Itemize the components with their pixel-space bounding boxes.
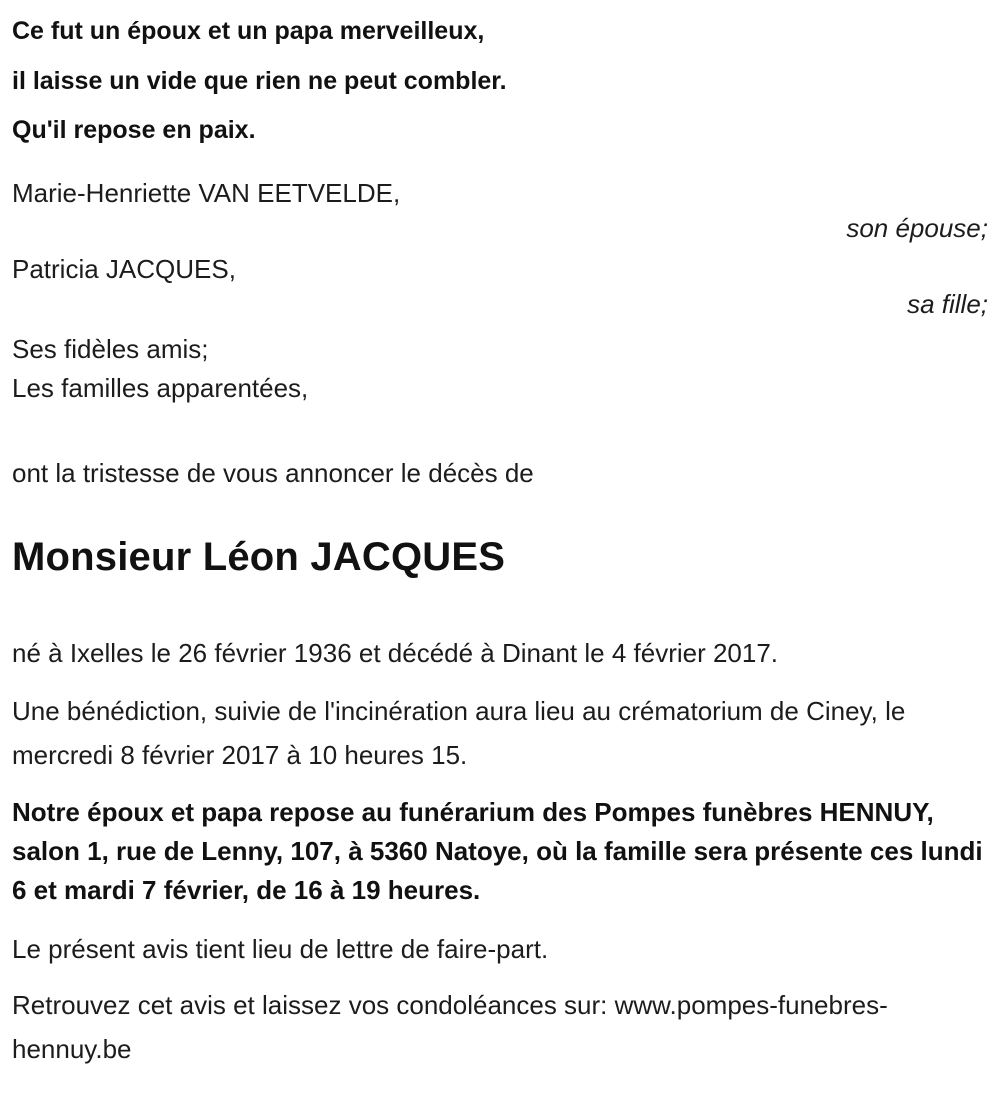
family-other-related: Les familles apparentées,	[12, 373, 309, 404]
epitaph-line-1: Ce fut un époux et un papa merveilleux,	[12, 17, 485, 45]
deceased-name: Monsieur Léon JACQUES	[12, 535, 506, 580]
relative-relation-spouse: son épouse;	[846, 212, 988, 243]
epitaph-line-2: il laisse un vide que rien ne peut combler.	[12, 66, 507, 95]
faire-part-line: Le présent avis tient lieu de lettre de faire-part.	[12, 934, 549, 965]
relative-relation-daughter: sa fille;	[907, 289, 988, 320]
epitaph-section	[12, 16, 988, 146]
family-other-friends: Ses fidèles amis;	[12, 334, 209, 365]
epitaph-line-3: Qu'il repose en paix.	[12, 116, 256, 144]
announcement-line: ont la tristesse de vous annoncer le décès de	[12, 458, 534, 489]
family-section	[12, 178, 988, 409]
funerarium-paragraph: Notre époux et papa repose au funérarium des Pompes funèbres HENNUY, salon 1, rue de Lenny, 107, à 5360 Natoye, où la famille sera présente ces lundi 6 et mardi 7 février, de 16 à 19 heures.	[12, 797, 983, 906]
ceremony-paragraph: Une bénédiction, suivie de l'incinération aura lieu au crématorium de Ciney, le mercredi 8 février 2017 à 10 heures 15.	[12, 695, 906, 770]
relative-name-spouse: Marie-Henriette VAN EETVELDE,	[12, 177, 401, 208]
birth-death-line: né à Ixelles le 26 février 1936 et décédé à Dinant le 4 février 2017.	[12, 638, 779, 669]
relative-name-daughter: Patricia JACQUES,	[12, 253, 236, 284]
condolences-line: Retrouvez cet avis et laissez vos condoléances sur: www.pompes-funebres-hennuy.be	[12, 989, 888, 1064]
